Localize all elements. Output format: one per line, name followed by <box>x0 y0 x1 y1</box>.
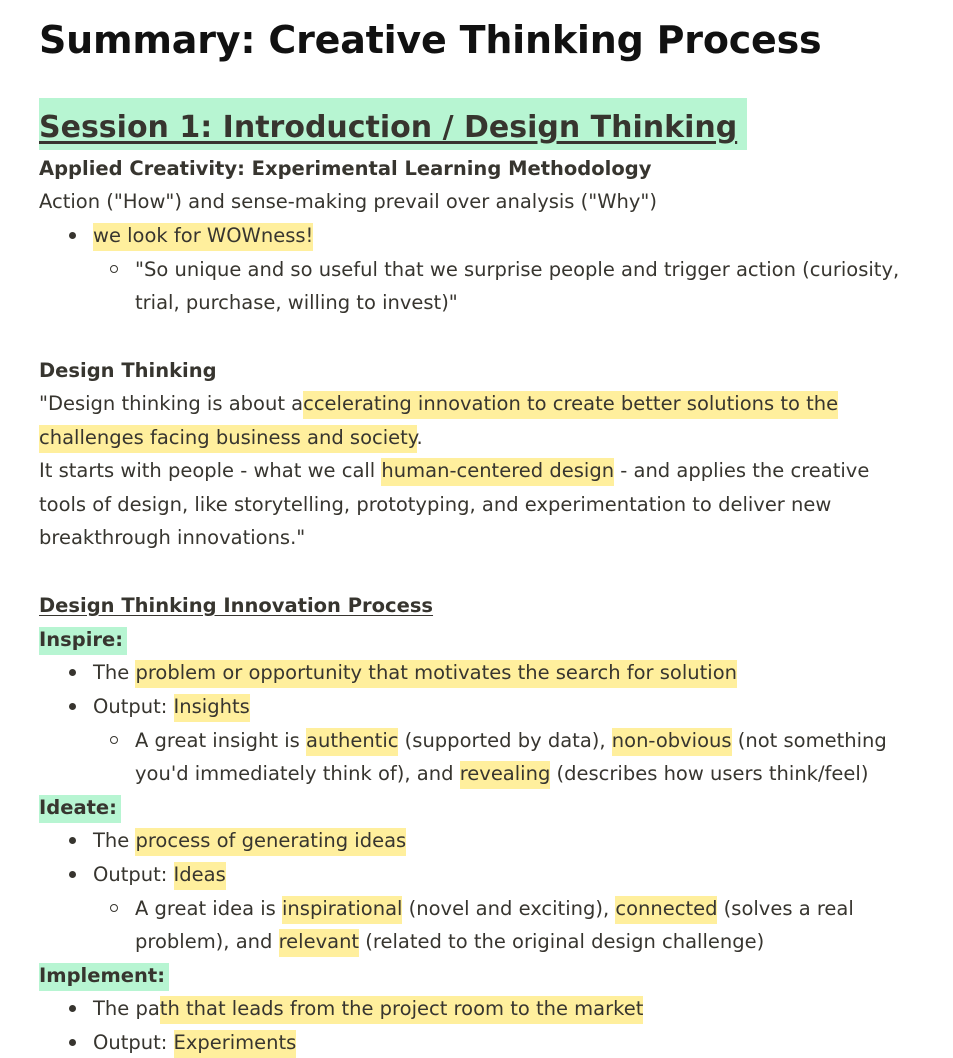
bullet-dot <box>65 992 79 1026</box>
sub-highlight: non-obvious <box>612 728 732 756</box>
implement-bullet-1 <box>93 992 643 1026</box>
bullet-text: The <box>93 829 136 852</box>
dt-quote-highlight: human-centered design <box>381 458 614 486</box>
inspire-bullet-2 <box>93 690 250 724</box>
dt-quote-text: - and applies the creative <box>614 459 870 482</box>
bullet-text: The pa <box>93 997 160 1020</box>
inspire-label-line <box>39 623 127 657</box>
dt-quote-line-2 <box>39 421 423 455</box>
dt-quote-line-5: breakthrough innovations." <box>39 526 306 549</box>
bullet-highlight: Experiments <box>174 1030 297 1058</box>
bullet-dot <box>65 656 79 690</box>
sub-text: (supported by data), <box>398 729 612 752</box>
dt-quote-highlight: ccelerating innovation to create better solutions to the <box>303 391 838 419</box>
bullet-highlight: Ideas <box>174 862 226 890</box>
sub-highlight: connected <box>615 896 717 924</box>
sub-text: A great idea is <box>135 897 283 920</box>
bullet-text: Output: <box>93 695 174 718</box>
inspire-sub-line-2 <box>135 757 868 791</box>
process-heading: Design Thinking Innovation Process <box>39 594 434 617</box>
bullet-highlight: process of generating ideas <box>135 828 406 856</box>
ideate-sub-line-1 <box>135 892 854 926</box>
sub-highlight: inspirational <box>282 896 402 924</box>
wow-quote-line-2: trial, purchase, willing to invest)" <box>135 291 458 314</box>
bullet-text: Output: <box>93 1031 174 1054</box>
dt-quote-line-1 <box>39 387 838 421</box>
ideate-label-line <box>39 791 121 825</box>
sub-text: (not something <box>731 729 887 752</box>
bullet-dot <box>65 690 79 724</box>
sub-text: (related to the original design challenge) <box>359 930 765 953</box>
page-title: Summary: Creative Thinking Process <box>39 18 822 62</box>
sub-text: A great insight is <box>135 729 307 752</box>
implement-label: Implement: <box>39 963 169 991</box>
bullet-highlight: Insights <box>174 694 250 722</box>
list-item-wow <box>93 219 313 253</box>
dt-quote-text: It starts with people - what we call <box>39 459 382 482</box>
ideate-label: Ideate: <box>39 795 121 823</box>
design-thinking-heading: Design Thinking <box>39 359 217 382</box>
dt-quote-text: "Design thinking is about a <box>39 392 304 415</box>
sub-bullet-ring <box>107 253 121 287</box>
ideate-bullet-1 <box>93 824 406 858</box>
wow-quote-line-1: "So unique and so useful that we surprise people and trigger action (curiosity, <box>135 258 900 281</box>
ideate-bullet-2 <box>93 858 226 892</box>
sub-bullet-ring <box>107 892 121 926</box>
bullet-text: Output: <box>93 863 174 886</box>
implement-label-line <box>39 959 169 993</box>
applied-creativity-heading: Applied Creativity: Experimental Learning Methodology <box>39 157 652 180</box>
sub-highlight: revealing <box>460 761 551 789</box>
bullet-dot <box>65 219 79 253</box>
bullet-dot <box>65 824 79 858</box>
bullet-highlight: problem or opportunity that motivates the search for solution <box>135 660 737 688</box>
sub-text: (describes how users think/feel) <box>550 762 869 785</box>
inspire-bullet-1 <box>93 656 737 690</box>
sub-highlight: authentic <box>306 728 398 756</box>
wow-bullet: we look for WOWness! <box>93 223 313 251</box>
dt-quote-line-3 <box>39 454 869 488</box>
bullet-text: The <box>93 661 136 684</box>
bullet-dot <box>65 858 79 892</box>
bullet-dot <box>65 1026 79 1058</box>
sub-text: (novel and exciting), <box>402 897 616 920</box>
inspire-sub-line-1 <box>135 724 887 758</box>
bullet-highlight: th that leads from the project room to the market <box>160 996 644 1024</box>
action-line: Action ("How") and sense-making prevail over analysis ("Why") <box>39 190 658 213</box>
sub-text: you'd immediately think of), and <box>135 762 460 785</box>
sub-text: (solves a real <box>717 897 854 920</box>
session-1-heading: Session 1: Introduction / Design Thinking <box>39 98 747 150</box>
ideate-sub-line-2 <box>135 925 764 959</box>
dt-quote-line-4: tools of design, like storytelling, prototyping, and experimentation to deliver new <box>39 493 832 516</box>
sub-bullet-ring <box>107 724 121 758</box>
dt-quote-text: . <box>416 426 423 449</box>
implement-bullet-2 <box>93 1026 296 1058</box>
dt-quote-highlight: challenges facing business and society <box>39 425 417 453</box>
sub-highlight: relevant <box>279 929 360 957</box>
sub-text: problem), and <box>135 930 279 953</box>
inspire-label: Inspire: <box>39 627 127 655</box>
